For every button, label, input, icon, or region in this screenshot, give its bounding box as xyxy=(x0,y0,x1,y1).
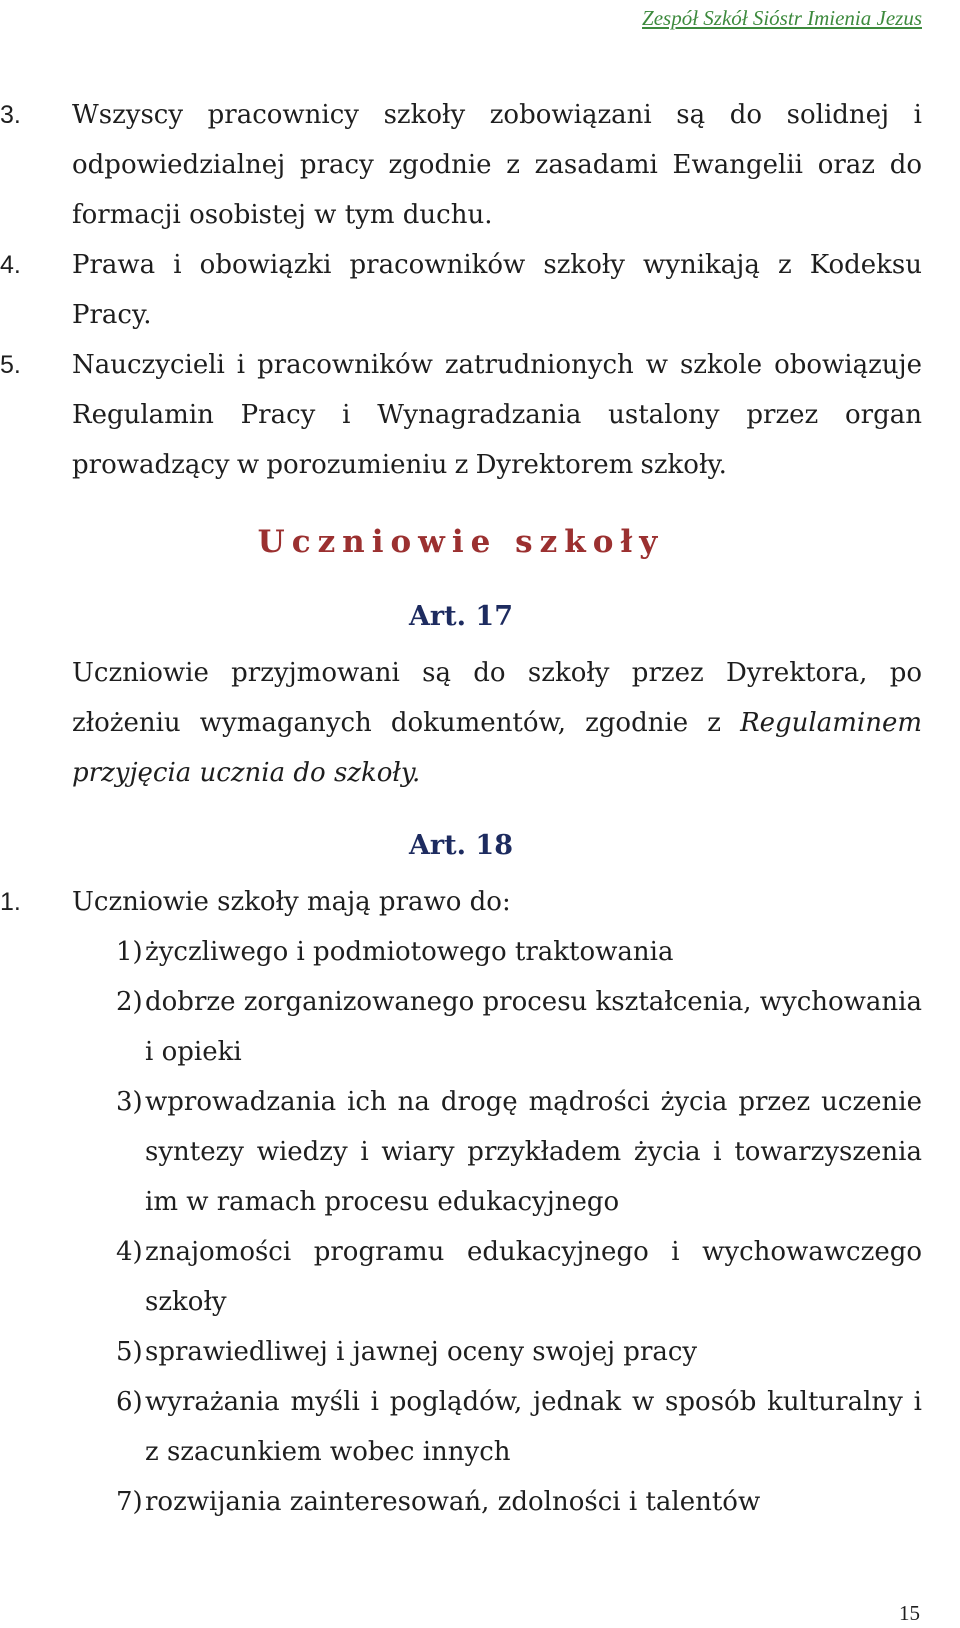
article-18-item-1 xyxy=(0,877,922,927)
sub-item-text: wprowadzania ich na drogę mądrości życia przez uczenie syntezy wiedzy i wiary przykładem życia i towarzyszenia im w ramach procesu edukacyjnego xyxy=(145,1087,922,1217)
sub-item-text: rozwijania zainteresowań, zdolności i talentów xyxy=(145,1487,761,1517)
sub-item-text: dobrze zorganizowanego procesu kształcenia, wychowania i opieki xyxy=(145,987,922,1067)
item-text: Wszyscy pracownicy szkoły zobowiązani są do solidnej i odpowiedzialnej pracy zgodnie z zasadami Ewangelii oraz do formacji osobistej w tym duchu. xyxy=(72,100,922,230)
item-number: 1. xyxy=(0,888,21,916)
list-item xyxy=(0,1327,922,1377)
document-body xyxy=(0,90,922,1527)
sub-item-number: 2) xyxy=(116,987,143,1017)
article-17-regulation-title: Regulaminem przyjęcia ucznia do szkoły. xyxy=(72,708,922,788)
item-number: 4. xyxy=(0,251,21,279)
sub-item-number: 6) xyxy=(116,1387,143,1417)
sub-item-number: 3) xyxy=(116,1087,143,1117)
sub-item-text: znajomości programu edukacyjnego i wychowawczego szkoły xyxy=(145,1237,922,1317)
sub-item-text: wyrażania myśli i poglądów, jednak w sposób kulturalny i z szacunkiem wobec innych xyxy=(145,1387,922,1467)
list-item xyxy=(0,1377,922,1477)
page-number: 15 xyxy=(899,1601,920,1625)
item-text: Uczniowie szkoły mają prawo do: xyxy=(72,887,511,917)
header-school-name: Zespół Szkół Sióstr Imienia Jezus xyxy=(642,6,922,30)
item-text: Nauczycieli i pracowników zatrudnionych w szkole obowiązuje Regulamin Pracy i Wynagradzania ustalony przez organ prowadzący w porozumieniu z Dyrektorem szkoły. xyxy=(72,350,922,480)
article-17-text xyxy=(0,648,922,798)
sub-item-text: życzliwego i podmiotowego traktowania xyxy=(145,937,674,967)
list-item-4 xyxy=(0,240,922,340)
item-number: 3. xyxy=(0,101,21,129)
list-item xyxy=(0,977,922,1077)
list-item xyxy=(0,927,922,977)
sub-item-number: 7) xyxy=(116,1487,143,1517)
section-title: Uczniowie szkoły xyxy=(257,524,665,560)
list-item xyxy=(0,1227,922,1327)
item-text: Prawa i obowiązki pracowników szkoły wynikają z Kodeksu Pracy. xyxy=(72,250,922,330)
sub-item-number: 1) xyxy=(116,937,143,967)
list-item-3 xyxy=(0,90,922,240)
list-item xyxy=(0,1077,922,1227)
list-item-5 xyxy=(0,340,922,490)
item-number: 5. xyxy=(0,351,21,379)
sub-item-number: 5) xyxy=(116,1337,143,1367)
article-18-heading: Art. 18 xyxy=(408,830,514,861)
sub-item-text: sprawiedliwej i jawnej oceny swojej pracy xyxy=(145,1337,698,1367)
list-item xyxy=(0,1477,922,1527)
article-17-plain-text: Uczniowie przyjmowani są do szkoły przez Dyrektora, po złożeniu wymaganych dokumentów, zgodnie z xyxy=(72,658,922,738)
student-rights-list xyxy=(0,927,922,1527)
article-17-heading: Art. 17 xyxy=(408,601,514,632)
sub-item-number: 4) xyxy=(116,1237,143,1267)
